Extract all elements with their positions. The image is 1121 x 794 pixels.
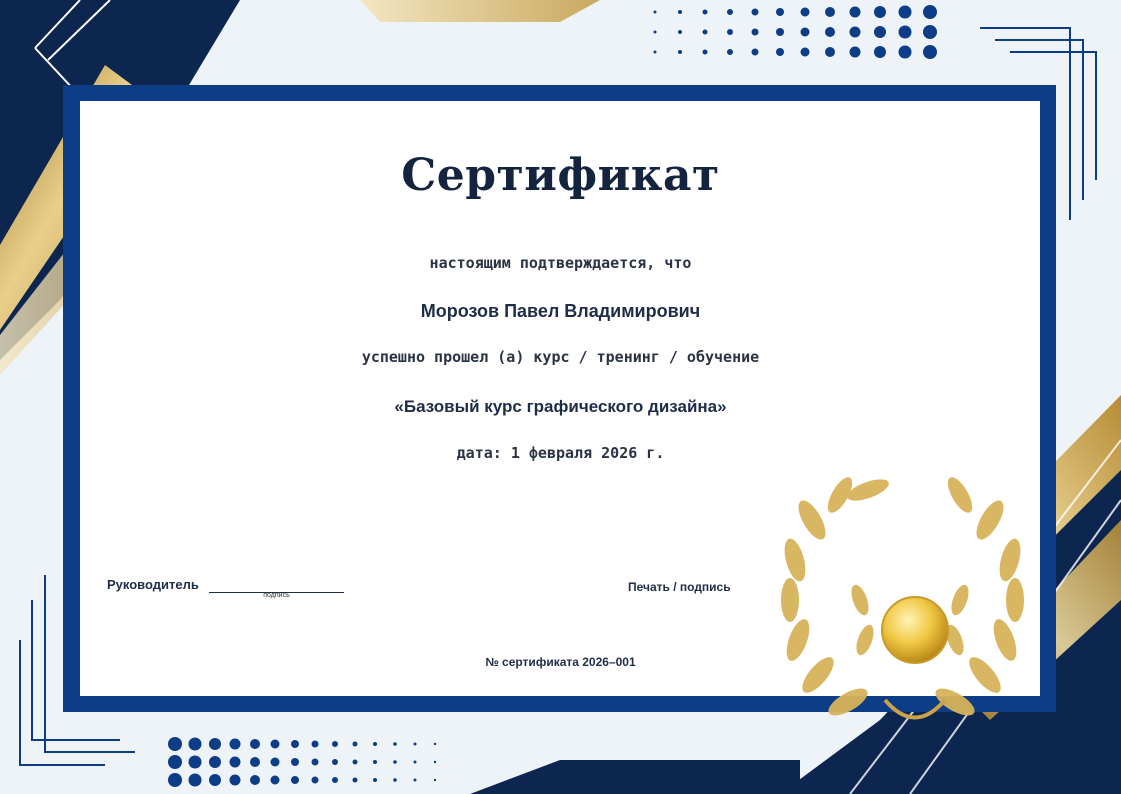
navy-band-bottom: [470, 760, 800, 794]
completion-text: успешно прошел (а) курс / тренинг / обучение: [361, 348, 760, 366]
course-name: «Базовый курс графического дизайна»: [394, 397, 727, 416]
certificate-title: Сертификат: [401, 150, 720, 201]
certificate-date: дата: 1 февраля 2026 г.: [456, 444, 665, 462]
signature-hint: подпись: [263, 592, 290, 599]
dot-pattern-top: [654, 5, 938, 59]
seal-label: Печать / подпись: [628, 580, 731, 594]
certificate-number: № сертификата 2026–001: [485, 655, 636, 669]
gold-band-top: [360, 0, 600, 22]
intro-text: настоящим подтверждается, что: [429, 254, 692, 272]
signature-label: Руководитель: [107, 577, 199, 592]
dot-pattern-bottom: [168, 737, 436, 787]
recipient-name: Морозов Павел Владимирович: [420, 301, 701, 321]
